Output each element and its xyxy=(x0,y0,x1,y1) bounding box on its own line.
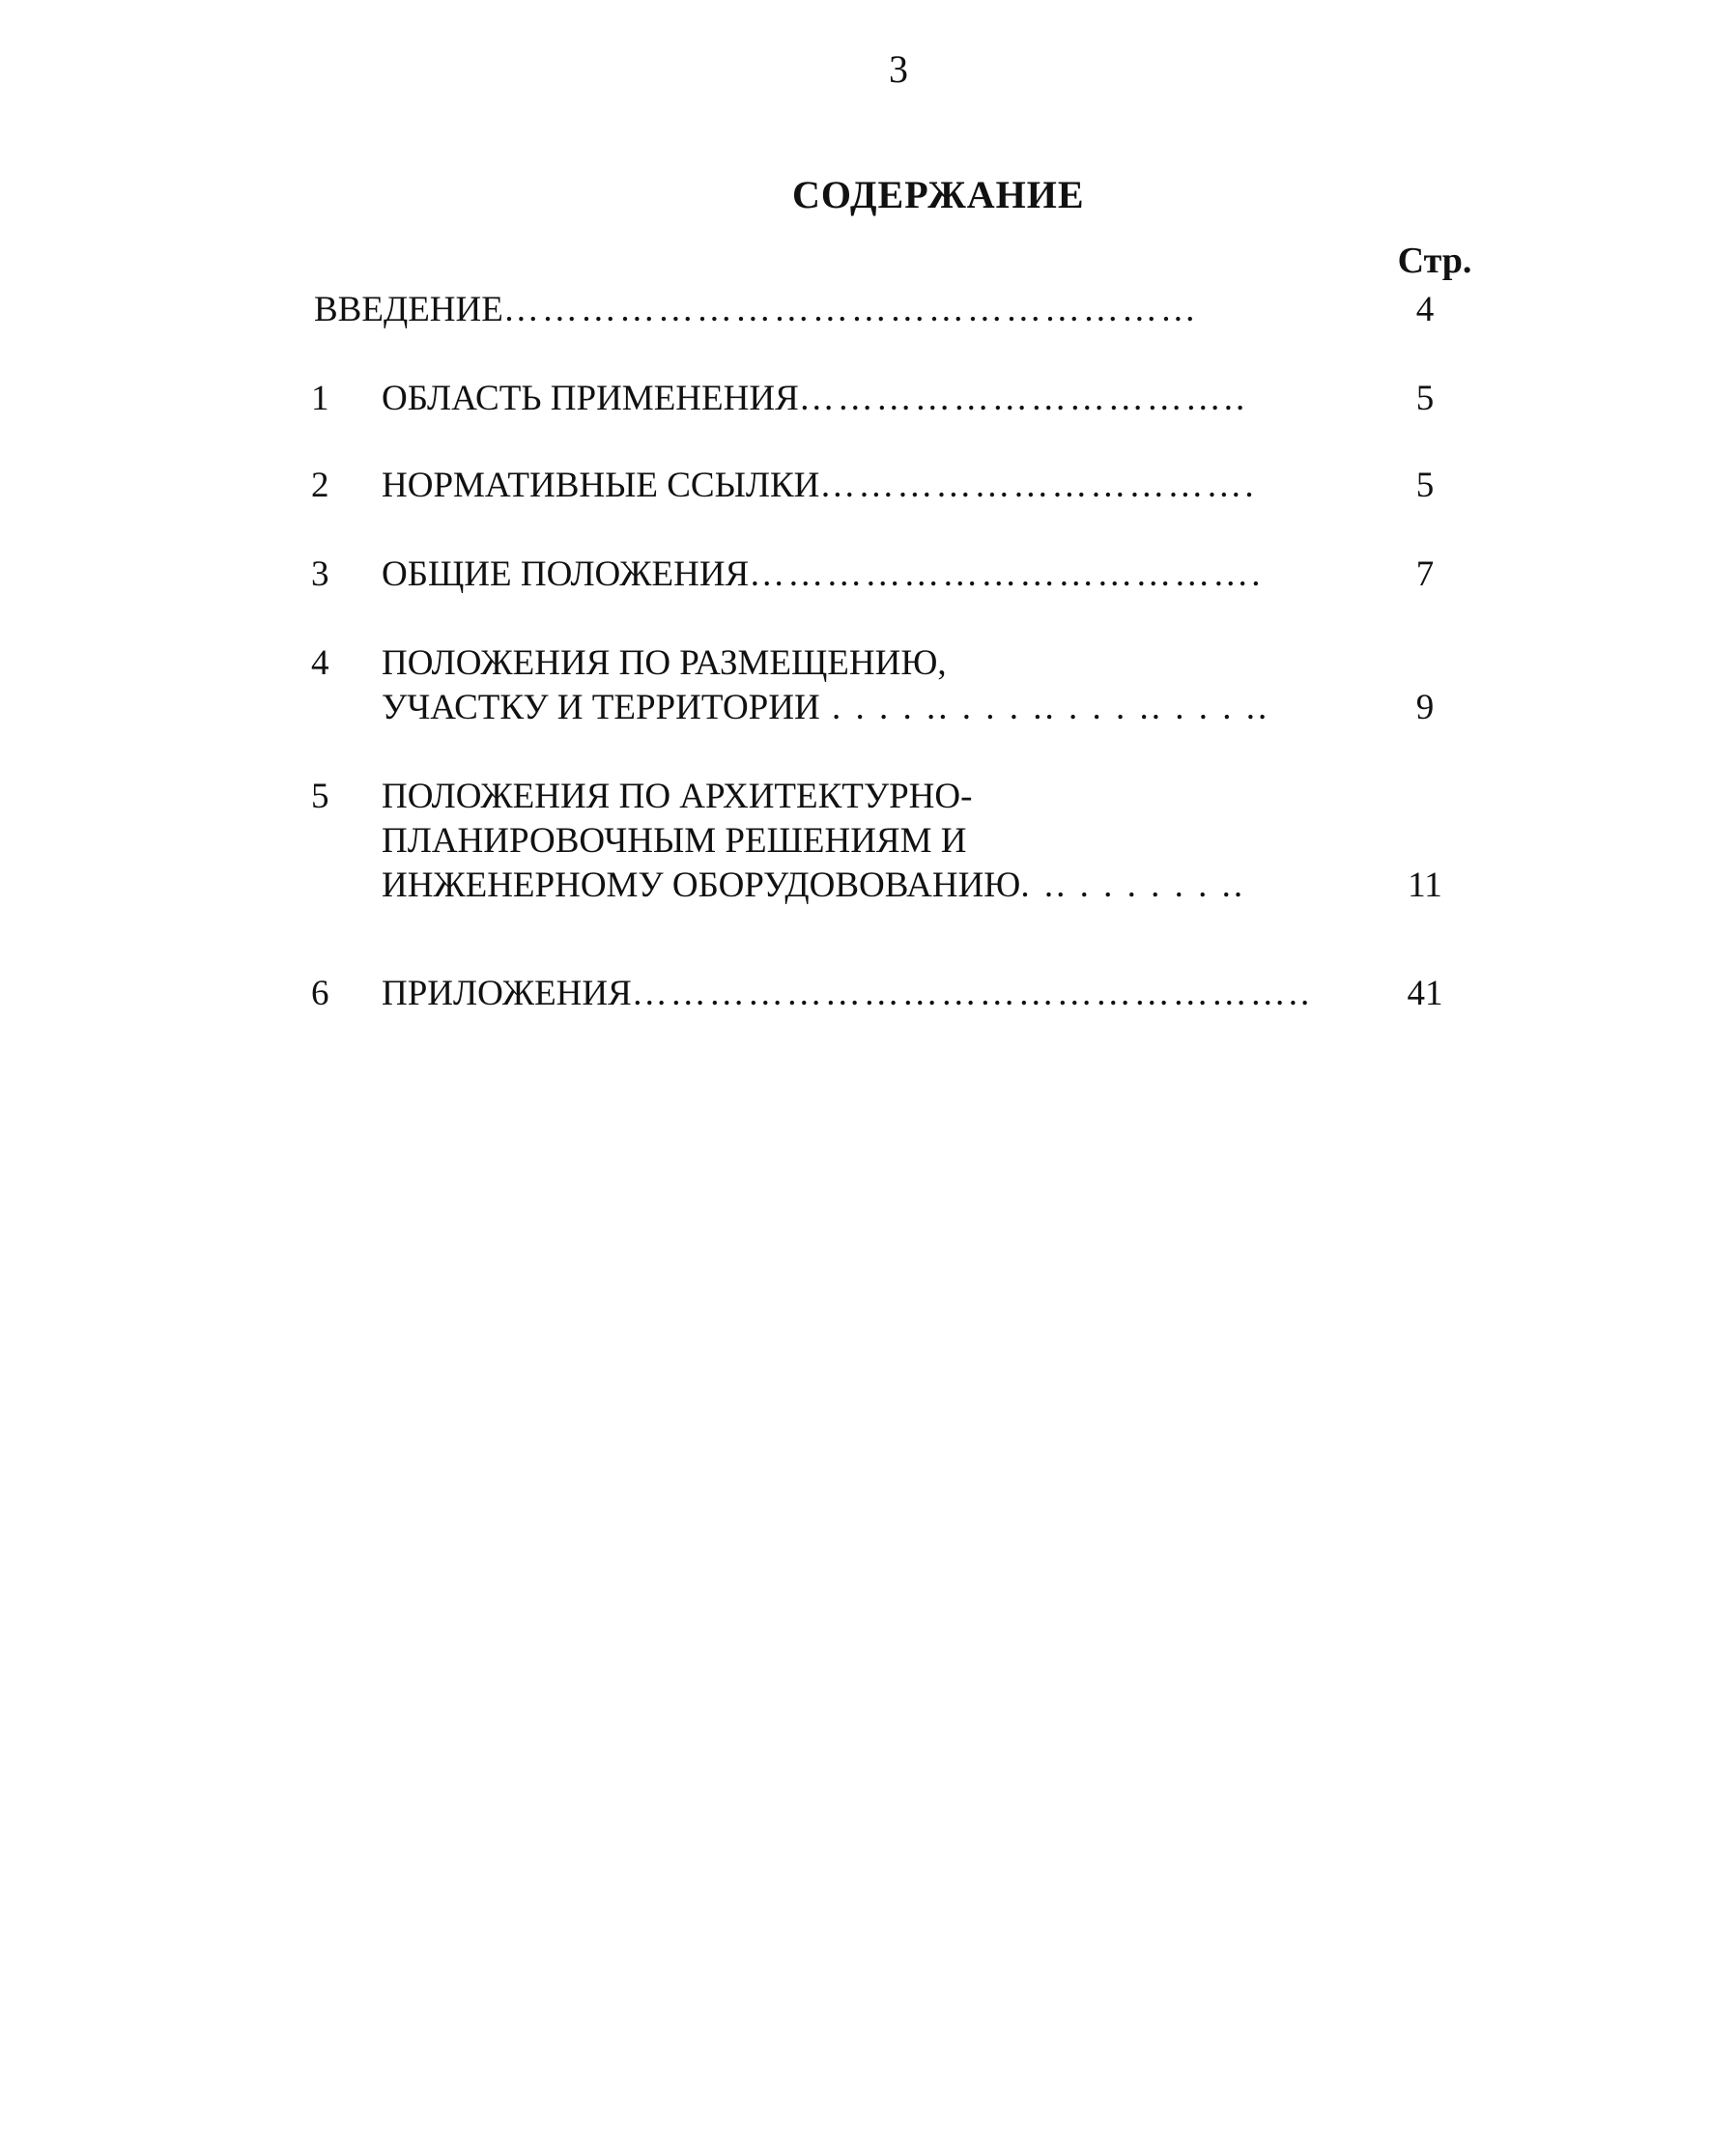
toc-entry-4[interactable] xyxy=(0,641,1710,730)
toc-entry-title: НОРМАТИВНЫЕ ССЫЛКИ xyxy=(382,466,820,505)
toc-entry-title-line: УЧАСТКУ И ТЕРРИТОРИИ xyxy=(382,688,820,727)
toc-entry-number: 5 xyxy=(311,777,329,816)
toc-entry-introduction[interactable] xyxy=(0,288,1710,332)
toc-title: СОДЕРЖАНИЕ xyxy=(792,173,1085,216)
toc-entry-text xyxy=(382,641,1270,730)
toc-entry-number: 3 xyxy=(311,554,329,594)
toc-entry-text xyxy=(382,972,1313,1016)
toc-entry-text xyxy=(382,775,1246,908)
toc-entry-title-line: ПОЛОЖЕНИЯ ПО РАЗМЕЩЕНИЮ, xyxy=(382,643,947,683)
toc-leader: ……………………………. xyxy=(819,466,1257,505)
toc-entry-title-line: ПЛАНИРОВОЧНЫМ РЕШЕНИЯМ И xyxy=(382,821,967,861)
toc-leader: …………………………….. xyxy=(798,379,1248,418)
toc-entry-text xyxy=(314,288,1199,332)
toc-entry-text xyxy=(382,377,1248,421)
toc-entry-2[interactable] xyxy=(0,464,1710,508)
toc-entry-number: 1 xyxy=(311,379,329,418)
toc-entry-number: 6 xyxy=(311,974,329,1013)
toc-entry-number: 4 xyxy=(311,643,329,683)
toc-entry-page: 41 xyxy=(1407,974,1443,1013)
page-column-header: Стр. xyxy=(1397,241,1472,281)
toc-entry-page: 11 xyxy=(1408,865,1442,905)
toc-entry-page: 7 xyxy=(1415,554,1435,594)
toc-entry-number: 2 xyxy=(311,466,329,505)
page-number: 3 xyxy=(889,47,908,91)
toc-leader: . . . . .. . . . .. . . . .. . . . .. xyxy=(819,688,1270,727)
toc-entry-1[interactable] xyxy=(0,377,1710,421)
toc-entry-page: 9 xyxy=(1415,688,1435,727)
toc-entry-3[interactable] xyxy=(0,553,1710,597)
toc-entry-title: ПРИЛОЖЕНИЯ xyxy=(382,974,632,1013)
toc-leader: . .. . . . . . . .. xyxy=(1020,865,1246,905)
toc-leader: …………………………………………….. xyxy=(631,974,1313,1013)
toc-entry-text xyxy=(382,553,1264,597)
toc-entry-5[interactable] xyxy=(0,775,1710,908)
toc-entry-title-line: ИНЖЕНЕРНОМУ ОБОРУДОВОВАНИЮ xyxy=(382,865,1021,905)
toc-entry-title: ОБЛАСТЬ ПРИМЕНЕНИЯ xyxy=(382,379,799,418)
toc-entry-page: 5 xyxy=(1415,379,1435,418)
toc-entry-page: 4 xyxy=(1415,290,1435,329)
toc-entry-title: ОБЩИЕ ПОЛОЖЕНИЯ xyxy=(382,554,750,594)
toc-entry-page: 5 xyxy=(1415,466,1435,505)
toc-entry-title: ВВЕДЕНИЕ xyxy=(314,290,503,329)
toc-leader: …………………………………. xyxy=(749,554,1264,594)
toc-entry-6[interactable] xyxy=(0,972,1710,1016)
toc-leader: ……………………………………………… xyxy=(502,290,1199,329)
toc-entry-title-line: ПОЛОЖЕНИЯ ПО АРХИТЕКТУРНО- xyxy=(382,777,973,816)
toc-entry-text xyxy=(382,464,1257,508)
